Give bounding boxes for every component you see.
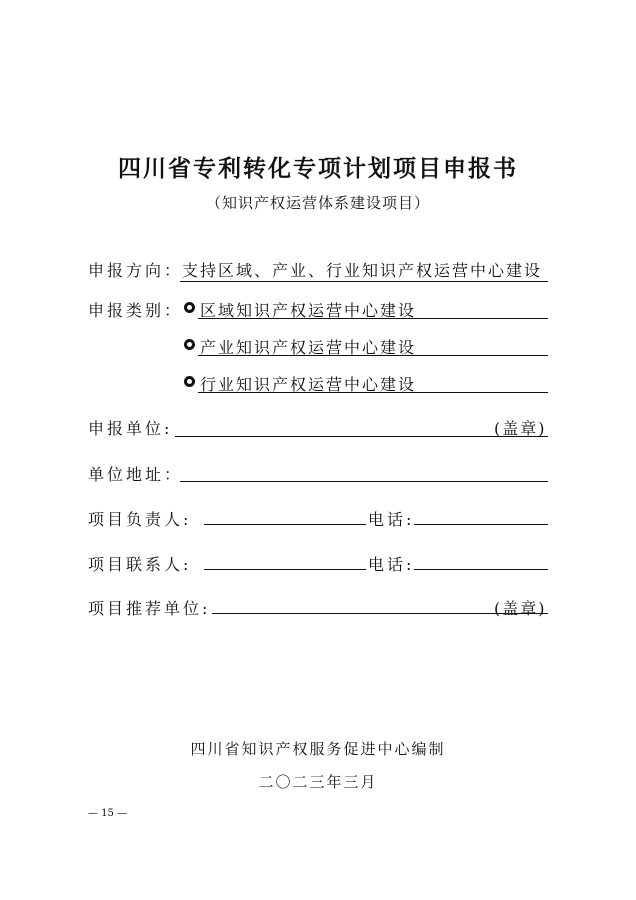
category-option-regional: 区域知识产权运营中心建设 <box>200 301 417 320</box>
unit-field[interactable] <box>175 436 548 437</box>
category-label: 申报类别： <box>88 301 184 320</box>
radio-selected-icon[interactable] <box>184 376 195 387</box>
unit-stamp: (盖章) <box>494 419 547 438</box>
category-option-industry: 产业知识产权运营中心建设 <box>200 338 417 357</box>
address-label: 单位地址： <box>88 465 184 484</box>
radio-selected-icon[interactable] <box>184 339 195 350</box>
direction-underline <box>180 281 548 282</box>
page-number: — 15 — <box>88 808 128 819</box>
contact-field[interactable] <box>204 569 366 570</box>
document-title: 四川省专利转化专项计划项目申报书 <box>118 156 518 182</box>
contact-label: 项目联系人: <box>88 555 192 574</box>
document-subtitle: （知识产权运营体系建设项目） <box>205 194 430 212</box>
leader-phone-label: 电话: <box>368 510 415 529</box>
radio-selected-icon[interactable] <box>184 302 195 313</box>
unit-label: 申报单位: <box>88 419 173 438</box>
recommend-stamp: (盖章) <box>494 599 547 618</box>
leader-phone-field[interactable] <box>414 524 548 525</box>
contact-phone-field[interactable] <box>414 569 548 570</box>
contact-phone-label: 电话: <box>368 555 415 574</box>
leader-field[interactable] <box>204 524 366 525</box>
category-underline <box>198 318 548 319</box>
direction-value: 支持区域、产业、行业知识产权运营中心建设 <box>182 261 543 280</box>
category-underline <box>198 355 548 356</box>
footer-org: 四川省知识产权服务促进中心编制 <box>190 740 446 758</box>
recommend-label: 项目推荐单位: <box>88 599 211 618</box>
leader-label: 项目负责人: <box>88 510 192 529</box>
direction-label: 申报方向： <box>88 261 184 280</box>
category-option-sector: 行业知识产权运营中心建设 <box>200 375 417 394</box>
category-underline <box>198 392 548 393</box>
address-field[interactable] <box>180 481 548 482</box>
footer-date: 二〇二三年三月 <box>258 773 378 791</box>
